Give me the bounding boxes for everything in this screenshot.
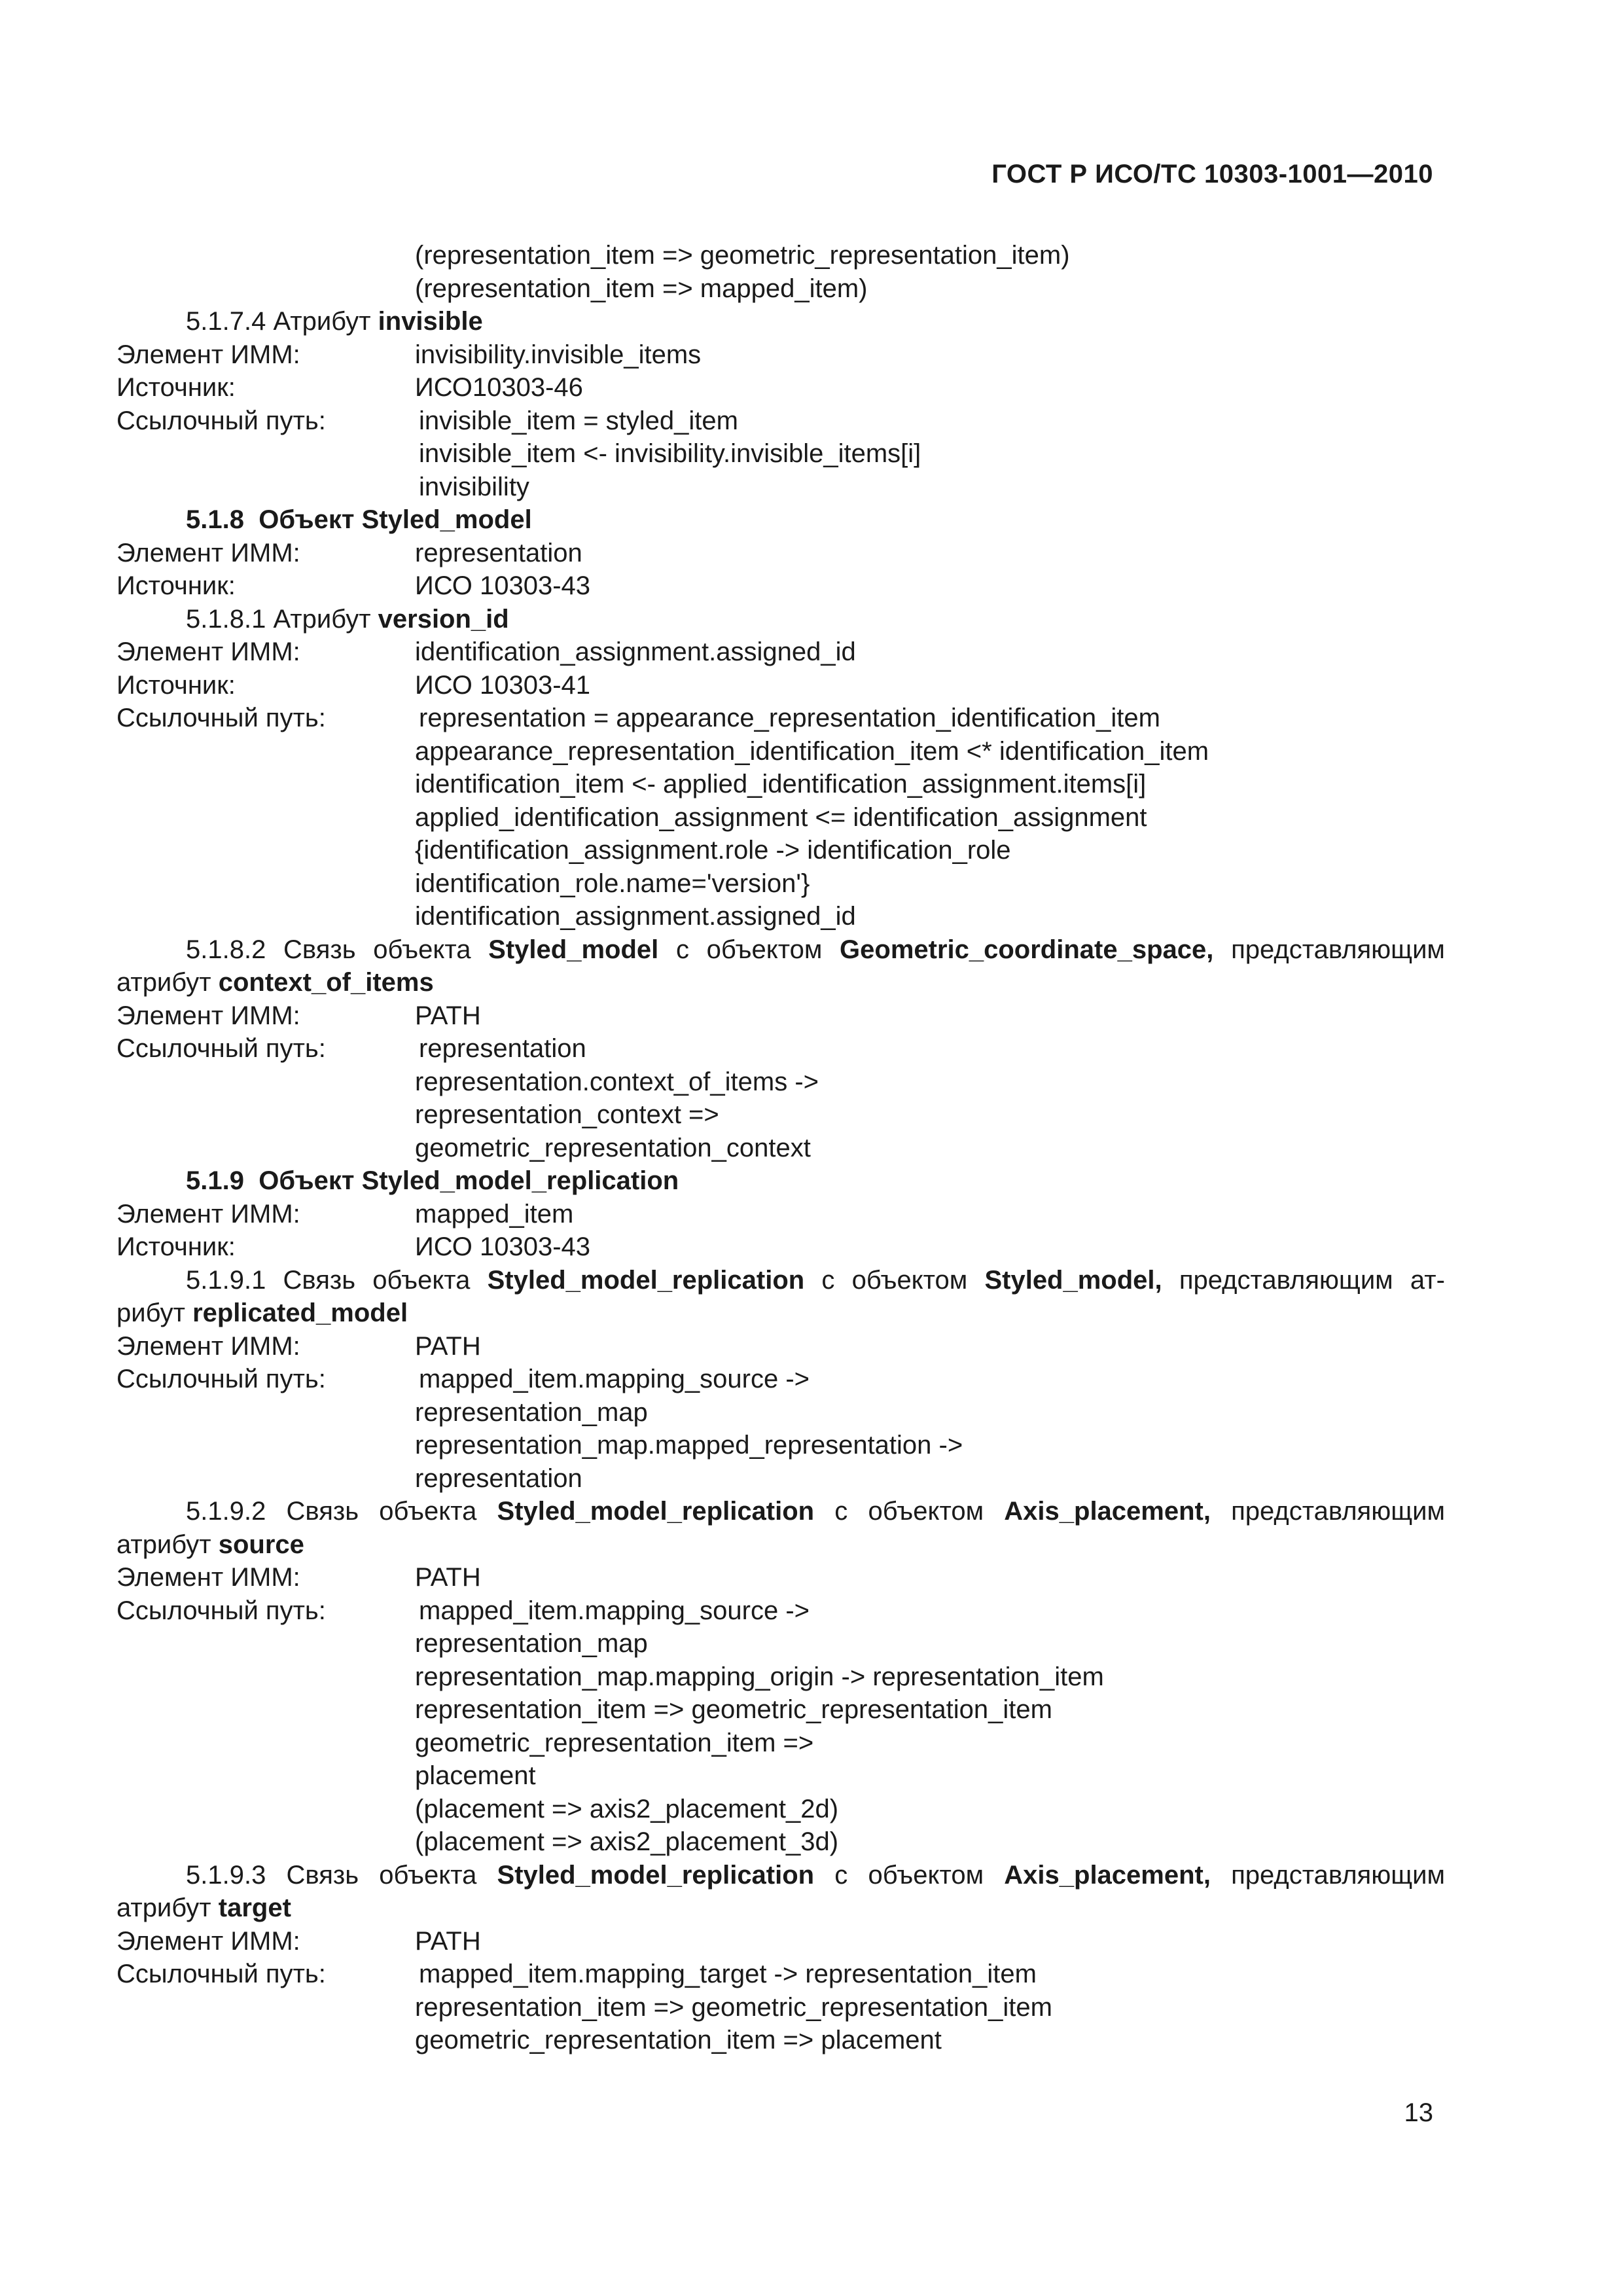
element-row: Элемент ИММ: PATH (116, 1926, 481, 1956)
path-line: placement (415, 1761, 536, 1790)
path-line: representation_item => geometric_representation_item (415, 1695, 1052, 1724)
source-row: Источник: ИСО10303-46 (116, 373, 583, 402)
path-line: {identification_assignment.role -> identification_role (415, 836, 1011, 865)
path-line: identification_item <- applied_identification_assignment.items[i] (415, 770, 1147, 798)
ref-path-row: Ссылочный путь: invisible_item = styled_item (116, 406, 738, 435)
ref-path-row: Ссылочный путь: mapped_item.mapping_source -> (116, 1596, 810, 1625)
path-line: representation.context_of_items -> (415, 1067, 819, 1096)
path-line: representation_map.mapping_origin -> representation_item (415, 1662, 1104, 1691)
section-5-1-8-1-heading: 5.1.8.1 Атрибут version_id (186, 604, 509, 634)
path-line: representation_map (415, 1629, 648, 1658)
section-5-1-9-1-heading: 5.1.9.1 Связь объекта Styled_model_replication с объектом Styled_model, представляющим ат- (186, 1265, 1445, 1295)
section-5-1-8-heading: 5.1.8 Объект Styled_model (186, 505, 532, 534)
section-5-1-9-2-attribute: атрибут source (116, 1530, 304, 1559)
path-line: representation_map.mapped_representation -> (415, 1431, 963, 1460)
path-line: (representation_item => geometric_representation_item) (415, 241, 1070, 270)
path-line: invisibility (419, 472, 529, 501)
path-line: invisible_item <- invisibility.invisible_items[i] (419, 439, 921, 468)
document-header: ГОСТ Р ИСО/ТС 10303-1001—2010 (991, 160, 1433, 188)
source-row: Источник: ИСО 10303-43 (116, 571, 591, 600)
ref-path-row: Ссылочный путь: mapped_item.mapping_source -> (116, 1365, 810, 1393)
path-line: appearance_representation_identification_item <* identification_item (415, 736, 1209, 766)
section-5-1-8-2-attribute: атрибут context_of_items (116, 968, 434, 997)
path-line: identification_assignment.assigned_id (415, 902, 856, 931)
path-line: (placement => axis2_placement_3d) (415, 1827, 839, 1856)
path-line: applied_identification_assignment <= identification_assignment (415, 802, 1147, 832)
path-line: (representation_item => mapped_item) (415, 274, 868, 303)
path-line: (placement => axis2_placement_2d) (415, 1794, 839, 1823)
source-row: Источник: ИСО 10303-41 (116, 670, 591, 700)
section-5-1-9-1-attribute: рибут replicated_model (116, 1299, 408, 1327)
source-row: Источник: ИСО 10303-43 (116, 1232, 591, 1261)
element-row: Элемент ИММ: mapped_item (116, 1199, 574, 1229)
path-line: identification_role.name='version'} (415, 869, 810, 898)
element-row: Элемент ИММ: PATH (116, 1563, 481, 1592)
section-5-1-9-2-heading: 5.1.9.2 Связь объекта Styled_model_replication с объектом Axis_placement, представляющим (186, 1497, 1445, 1526)
section-5-1-9-3-attribute: атрибут target (116, 1893, 291, 1922)
element-row: Элемент ИММ: PATH (116, 1331, 481, 1361)
element-row: Элемент ИММ: representation (116, 538, 582, 567)
ref-path-row: Ссылочный путь: representation (116, 1034, 586, 1063)
path-line: geometric_representation_context (415, 1133, 811, 1162)
element-row: Элемент ИММ: invisibility.invisible_items (116, 340, 702, 369)
section-5-1-8-2-heading: 5.1.8.2 Связь объекта Styled_model с объектом Geometric_coordinate_space, представляющим (186, 935, 1445, 964)
path-line: representation_map (415, 1397, 648, 1427)
ref-path-row: Ссылочный путь: mapped_item.mapping_target -> representation_item (116, 1960, 1037, 1988)
document-body (116, 239, 1445, 2057)
path-line: geometric_representation_item => (415, 1728, 814, 1757)
element-row: Элемент ИММ: PATH (116, 1001, 481, 1030)
section-5-1-9-heading: 5.1.9 Объект Styled_model_replication (186, 1166, 679, 1195)
path-line: geometric_representation_item => placement (415, 2026, 942, 2054)
element-row: Элемент ИММ: identification_assignment.assigned_id (116, 637, 856, 666)
section-5-1-9-3-heading: 5.1.9.3 Связь объекта Styled_model_replication с объектом Axis_placement, представляющим (186, 1860, 1445, 1890)
path-line: representation_item => geometric_representation_item (415, 1992, 1052, 2022)
section-5-1-7-4-heading: 5.1.7.4 Атрибут invisible (186, 307, 483, 336)
page-number: 13 (1404, 2098, 1433, 2127)
path-line: representation (415, 1463, 582, 1493)
ref-path-row: Ссылочный путь: representation = appearance_representation_identification_item (116, 704, 1160, 732)
path-line: representation_context => (415, 1100, 719, 1129)
